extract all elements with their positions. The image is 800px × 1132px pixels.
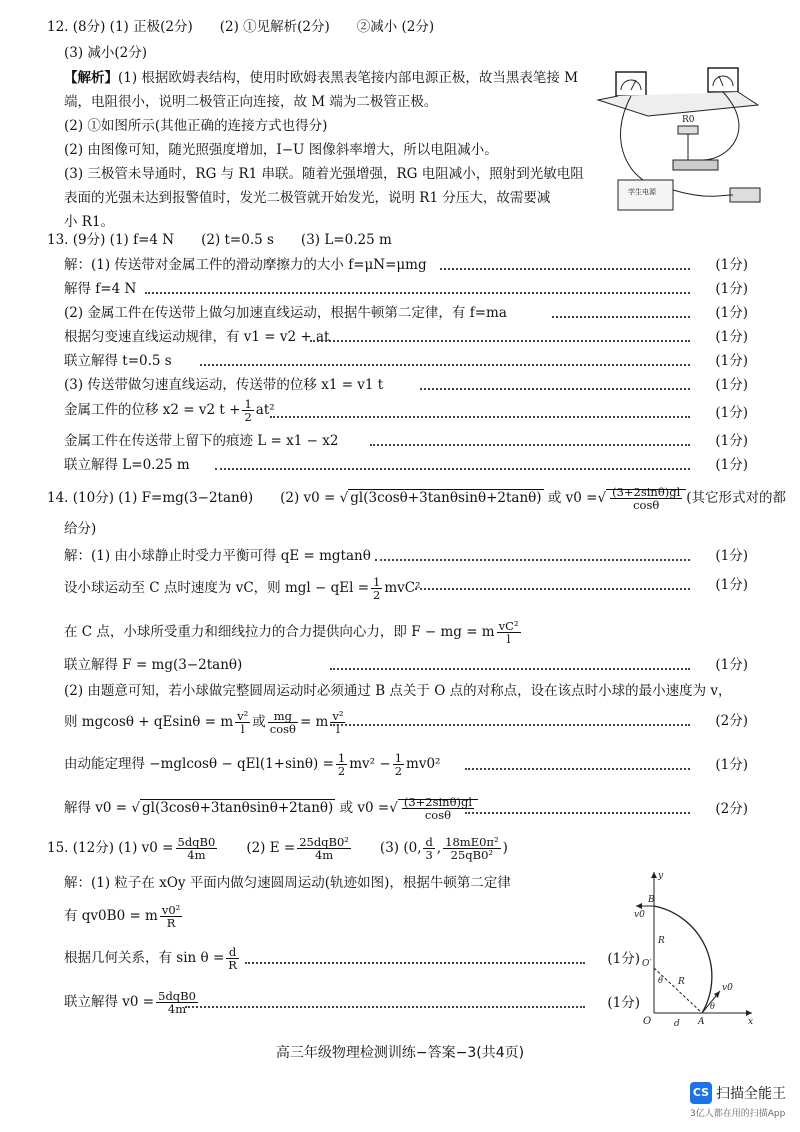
score: (1分) [715,377,748,393]
fraction: $\frac{mg}{\cos\theta}$ [269,709,296,736]
text: (2) E = [246,840,296,856]
score: (1分) [715,353,748,369]
q15-answer-header [47,836,508,861]
text: (其它形式对的都 [686,490,787,506]
q12-line: (2) ①如图所示(其他正确的连接方式也得分) [64,118,328,134]
fraction: $\frac{\text{v²}}{l}$ [237,709,249,736]
q13-answer-header: 13. (9分) (1) f=4 N (2) t=0.5 s (3) L=0.25 m [47,232,392,248]
score: (1分) [715,577,748,593]
power-supply-label: 学生电源 [628,188,656,196]
text: 由动能定理得 −mglcosθ − qEl(1+sinθ) = [64,756,334,772]
score: (1分) [607,951,640,967]
q13-step: 根据匀变速直线运动规律，有 v1 = v2 + at [64,329,330,345]
text: 解得 v0 = √ [64,800,141,816]
dot-leader [270,416,690,418]
logo-subtitle: 3亿人都在用的扫描App [690,1109,786,1119]
fraction: $\frac{\text{vC²}}{l}$ [498,619,519,646]
q13-step: (3) 传送带做匀速直线运动，传送带的位移 x1 = v1 t [64,377,384,393]
score: (2分) [715,713,748,729]
q14-step [64,752,440,777]
score: (1分) [607,995,640,1011]
dot-leader [245,962,585,964]
text: 联立解得 v0 = [64,994,155,1010]
v0-label-b: v0 [634,910,645,920]
r0-label: R0 [682,115,695,125]
score: (2分) [715,801,748,817]
text: 或 v0 = [339,800,390,816]
radius-label-2: R [678,977,685,987]
fraction: $\frac{d}{R}$ [228,945,237,972]
fraction: $\frac{\text{5dqB0}}{4m}$ [177,835,216,862]
q12-line: (2) 由图像可知，随光照强度增加，I−U 图像斜率增大，所以电阻减小。 [64,142,498,158]
score: (1分) [715,257,748,273]
q14-step: 解：(1) 由小球静止时受力平衡可得 qE = mgtanθ [64,548,371,564]
q12-answer-header: 12. (8分) (1) 正极(2分) (2) ①见解析(2分) ②减小 (2分) [47,19,435,35]
text: at² [255,402,275,418]
radicand: gl(3cosθ+3tanθsinθ+2tanθ) [350,490,542,506]
a-point-label: A [698,1017,705,1027]
d-label: d [674,1019,680,1028]
q15-step: 解：(1) 粒子在 xOy 平面内做匀速圆周运动(轨迹如图)，根据牛顿第二定律 [64,875,511,891]
v0-label-a: v0 [722,983,733,993]
circuit-diagram [588,60,788,220]
fraction: $\frac{\text{18mE0π²}}{\text{25qB0²}}$ [445,835,499,862]
q14-step: (2) 由题意可知，若小球做完整圆周运动时必须通过 B 点关于 O 点的对称点，设在该点时小球的最小速度为 v， [64,683,732,699]
dot-leader [370,444,690,446]
q13-step [64,398,275,423]
fraction: $\frac{\text{5dqB0}}{4m}$ [158,989,196,1016]
dot-leader [310,340,690,342]
center-label: O′ [642,959,652,969]
q14-step [64,576,421,601]
q14-step [64,710,347,735]
score: (1分) [715,329,748,345]
text: ) [502,840,508,856]
score: (1分) [715,281,748,297]
fraction: $\frac{1}{2}$ [244,397,252,424]
text: mv² − [349,756,391,772]
text: 设小球运动至 C 点时速度为 vC，则 mgl − qEl = [64,580,370,596]
cs-logo-icon: CS [690,1082,712,1104]
logo-name: 扫描全能王 [716,1086,786,1102]
radius-label-1: R [658,936,665,946]
text: , [436,840,442,856]
text: 或 [252,714,266,730]
fraction: $\frac{1}{2}$ [394,751,403,778]
text: 有 qv0B0 = m [64,908,158,924]
page-footer: 高三年级物理检测训练−答案−3(共4页) [275,1045,525,1061]
score: (1分) [715,457,748,473]
q13-step: (2) 金属工件在传送带上做匀加速直线运动，根据牛顿第二定律，有 f=ma [64,305,507,321]
q13-step: 金属工件在传送带上留下的痕迹 L = x1 − x2 [64,433,339,449]
q14-step [64,620,523,645]
q15-step [64,990,200,1015]
text: 金属工件的位移 x2 = v2 t + [64,402,241,418]
dot-leader [552,316,690,318]
q15-step [64,946,241,971]
text: 在 C 点，小球所受重力和细线拉力的合力提供向心力，即 F − mg = m [64,624,495,640]
fraction: $\frac{\text{v²}}{l}$ [332,709,344,736]
dot-leader [200,364,690,366]
fraction: $\frac{d}{3}$ [425,835,433,862]
dot-leader [330,668,690,670]
dot-leader [465,812,690,814]
q12-line: 表面的光强未达到报警值时，发光二极管就开始发光，说明 R1 分压大，故需要减 [64,190,551,206]
fraction: $\frac{\text{25dqB0²}}{4m}$ [299,835,349,862]
b-point-label: B [648,895,655,905]
q12-line: 端，电阻很小，说明二极管正向连接，故 M 端为二极管正极。 [64,94,438,110]
dot-leader [440,268,690,270]
q15-step [64,904,184,929]
radicand: gl(3cosθ+3tanθsinθ+2tanθ) [142,800,334,816]
dot-leader [420,388,690,390]
fraction: $\frac{1}{2}$ [337,751,346,778]
dot-leader [465,768,690,770]
text: 15. (12分) (1) v0 = [47,840,174,856]
text: = m [299,714,329,730]
theta-label-2: θ [710,1002,715,1011]
q14-answer-header: 14. (10分) (1) F=mg(3−2tanθ) (2) v0 = √ gl(3cosθ+3tanθsinθ+2tanθ) 或 v0 =√ $\frac{(3+2\sin\theta)gl}{\cos\theta}$ (其它形式对的都 [47,485,787,512]
score: (1分) [715,305,748,321]
q13-step: 联立解得 L=0.25 m [64,457,190,473]
q13-step: 解：(1) 传送带对金属工件的滑动摩擦力的大小 f=μN=μmg [64,257,427,273]
q13-step: 联立解得 t=0.5 s [64,353,172,369]
q14-step: 解得 v0 = √ gl(3cosθ+3tanθsinθ+2tanθ) 或 v0 =√ $\frac{(3+2\sin\theta)gl}{\cos\theta}$ [64,796,478,821]
text: 根据几何关系，有 sin θ = [64,950,225,966]
dot-leader [375,559,690,561]
text: 14. (10分) (1) F=mg(3−2tanθ) (2) v0 = √ [47,490,349,506]
q14-step: 联立解得 F = mg(3−2tanθ) [64,657,243,673]
score: (1分) [715,405,748,421]
fraction: $\frac{(3+2\sin\theta)gl}{\cos\theta}$ [403,795,473,822]
trajectory-diagram [630,868,760,1028]
fraction: $\frac{(3+2\sin\theta)gl}{\cos\theta}$ [612,485,681,512]
origin-label: O [643,1016,652,1027]
dot-leader [185,1006,585,1008]
dot-leader [330,724,690,726]
text: 则 mgcosθ + qEsinθ = m [64,714,234,730]
dot-leader [145,292,690,294]
text: 或 v0 = [547,490,598,506]
q12-text: (1) 根据欧姆表结构，使用时欧姆表黑表笔接内部电源正极，故当黑表笔接 M [118,70,579,86]
scanner-watermark [690,1082,786,1119]
score: (1分) [715,548,748,564]
x-axis-label: x [748,1017,754,1027]
text: (3) (0, [379,840,422,856]
theta-label-1: θ [658,976,663,985]
q12-line: (3) 减小(2分) [64,45,148,61]
q12-analysis-line [64,69,578,87]
score: (1分) [715,433,748,449]
score: (1分) [715,657,748,673]
q12-line: (3) 三极管未导通时，RG 与 R1 串联。随着光强增强，RG 电阻减小，照射到光敏电阻 [64,166,584,182]
score: (1分) [715,757,748,773]
q12-line: 小 R1。 [64,214,115,230]
y-axis-label: y [658,871,664,881]
text: mvC² [384,580,421,596]
dot-leader [215,468,690,470]
fraction: $\frac{1}{2}$ [373,575,381,602]
analysis-tag: 【解析】 [64,70,118,86]
dot-leader [415,588,690,590]
fraction: $\frac{\text{v0²}}{R}$ [161,903,181,930]
text: mv0² [406,756,441,772]
q13-step: 解得 f=4 N [64,281,137,297]
q14-line: 给分) [64,521,97,537]
